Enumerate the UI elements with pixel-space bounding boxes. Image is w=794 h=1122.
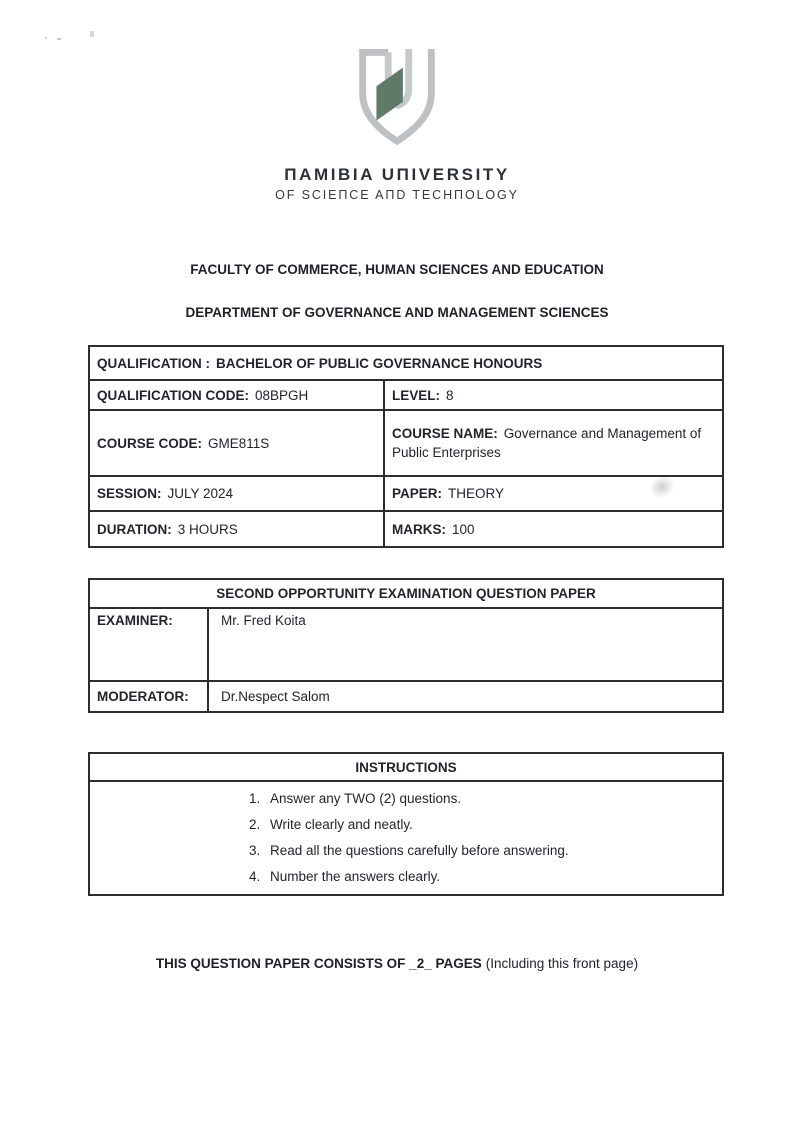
duration-label: DURATION: (97, 521, 172, 537)
instruction-item: 1. Answer any TWO (2) questions. (264, 790, 722, 807)
level-value: 8 (446, 387, 454, 403)
marks-value: 100 (452, 521, 475, 537)
nust-logo (0, 42, 794, 202)
instructions-table (88, 752, 724, 896)
instruction-item: 4. Number the answers clearly. (264, 868, 722, 885)
qualification-row (89, 346, 723, 380)
course-name-label: COURSE NAME: (392, 426, 498, 441)
instructions-body-row (89, 781, 723, 895)
course-code-value: GME811S (208, 435, 270, 451)
moderator-row (89, 681, 723, 712)
examiner-value: Mr. Fred Koita (208, 608, 723, 681)
moderator-label: MODERATOR: (89, 681, 208, 712)
faculty-heading: FACULTY OF COMMERCE, HUMAN SCIENCES AND EDUCATION (190, 262, 604, 277)
moderator-value: Dr.Nespect Salom (208, 681, 723, 712)
course-code-label: COURSE CODE: (97, 435, 203, 451)
page-count-bold: THIS QUESTION PAPER CONSISTS OF _2_ PAGES (155, 956, 482, 971)
department-heading: DEPARTMENT OF GOVERNANCE AND MANAGEMENT SCIENCES (185, 305, 609, 320)
exam-paper-title: SECOND OPPORTUNITY EXAMINATION QUESTION PAPER (89, 579, 723, 608)
qualification-code-value: 08BPGH (255, 387, 309, 403)
instructions-title: INSTRUCTIONS (89, 753, 723, 781)
session-label: SESSION: (97, 486, 162, 501)
paper-label: PAPER: (392, 486, 443, 501)
exam-paper-title-row (89, 579, 723, 608)
logo-wordmark-line1: ΠAMIBIA UΠIVERSITY (284, 165, 510, 184)
session-value: JULY 2024 (167, 486, 234, 501)
nust-shield-icon (348, 42, 446, 154)
marks-label: MARKS: (392, 521, 446, 537)
level-label: LEVEL: (392, 387, 441, 403)
logo-wordmark-line2: OF SCIEΠCE AΠD TECHΠOLOGY (275, 188, 519, 202)
duration-marks-row (89, 511, 723, 547)
paper-value: THEORY (448, 486, 505, 501)
session-paper-row (89, 476, 723, 511)
qualification-code-label: QUALIFICATION CODE: (97, 387, 249, 403)
qualification-label: QUALIFICATION : (97, 355, 210, 371)
exam-info-table (88, 578, 724, 713)
page-count-footer (0, 956, 794, 971)
scan-speck (45, 37, 47, 39)
examiner-label: EXAMINER: (89, 608, 208, 681)
instruction-item: 2. Write clearly and neatly. (264, 816, 722, 833)
instructions-title-row (89, 753, 723, 781)
scan-speck (57, 38, 61, 40)
instructions-list (242, 790, 722, 885)
scan-speck (90, 31, 94, 37)
course-row (89, 410, 723, 476)
qualification-value: BACHELOR OF PUBLIC GOVERNANCE HONOURS (215, 355, 543, 371)
course-details-table (88, 345, 724, 548)
course-name-value: Governance and Management of Public Enterprises (392, 426, 702, 460)
code-level-row (89, 380, 723, 410)
duration-value: 3 HOURS (177, 521, 238, 537)
examiner-row (89, 608, 723, 681)
page-count-note: (Including this front page) (485, 956, 639, 971)
instruction-item: 3. Read all the questions carefully before answering. (264, 842, 722, 859)
